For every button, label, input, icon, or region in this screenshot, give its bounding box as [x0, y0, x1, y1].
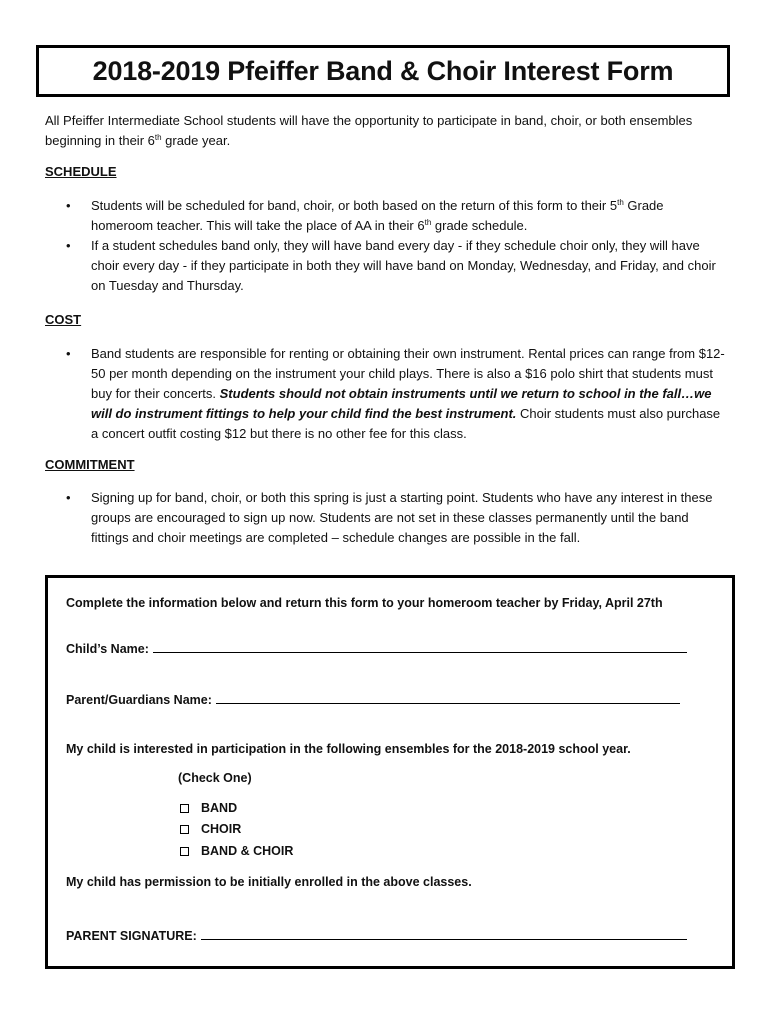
intro-text: All Pfeiffer Intermediate School students will have the opportunity to participate in band, choir, or both ensembles beginning in their 6 [45, 113, 693, 148]
bullet-icon: • [66, 198, 71, 213]
schedule-bullet-2: If a student schedules band only, they will have band every day - if they schedule choir only, they will have choir every day - if they participate in both they will have band on Monday, Wednesday, and Friday, and choir on Tuesday and Thursday. [91, 238, 716, 293]
option-label: BAND & CHOIR [201, 844, 294, 858]
form-instruction: Complete the information below and return this form to your homeroom teacher by Friday, April 27th [66, 596, 663, 610]
intro-text-end: grade year. [161, 133, 231, 148]
option-band-and-choir[interactable] [180, 844, 293, 858]
checkbox-icon[interactable] [180, 847, 189, 856]
bullet-icon: • [66, 238, 71, 253]
cost-list [66, 344, 726, 444]
signature-row [66, 926, 687, 943]
check-one-label: (Check One) [178, 771, 252, 785]
intro-sup: th [154, 133, 162, 142]
signup-form-box [45, 575, 735, 969]
signature-field[interactable] [201, 926, 687, 940]
list-item [66, 236, 726, 296]
schedule-bullet-1: Students will be scheduled for band, choir, or both based on the return of this form to their 5th Grade homeroom teacher. This will take the place of AA in their 6th grade schedule. [91, 198, 664, 233]
interest-statement: My child is interested in participation in the following ensembles for the 2018-2019 school year. [66, 742, 631, 756]
parent-name-field[interactable] [216, 690, 680, 704]
page-title: 2018-2019 Pfeiffer Band & Choir Interest Form [92, 55, 674, 86]
schedule-list [66, 196, 726, 296]
child-name-row [66, 639, 687, 656]
commitment-heading: COMMITMENT [45, 457, 135, 472]
list-item [66, 196, 726, 236]
signature-label: PARENT SIGNATURE: [66, 929, 197, 943]
child-name-field[interactable] [153, 639, 687, 653]
bullet-icon: • [66, 346, 71, 361]
checkbox-icon[interactable] [180, 804, 189, 813]
cost-emphasis: Students should not obtain instruments until we return to school in the fall…we will do instrument fittings to help your child find the best instrument. [91, 386, 712, 421]
option-choir[interactable] [180, 822, 241, 836]
checkbox-icon[interactable] [180, 825, 189, 834]
bullet-icon: • [66, 490, 71, 505]
child-name-label: Child’s Name: [66, 642, 149, 656]
parent-name-label: Parent/Guardians Name: [66, 693, 212, 707]
list-item [66, 488, 726, 548]
option-band[interactable] [180, 801, 237, 815]
cost-bullet-1: Band students are responsible for renting or obtaining their own instrument. Rental prices can range from $12-50 per month depending on the instrument your child plays. There is also a $16 polo shirt that students must buy for their concerts. Students should not obtain instruments until we return to school in the fall…we will do instrument fittings to help your child find the best instrument. Choir students must also purchase a concert outfit costing $12 but there is no other fee for this class. [91, 346, 725, 441]
commitment-list [66, 488, 726, 548]
commitment-bullet-1: Signing up for band, choir, or both this spring is just a starting point. Students who have any interest in these groups are encouraged to sign up now. Students are not set in these classes permanently until the band fittings and choir meetings are completed – schedule changes are possible in the fall. [91, 490, 713, 545]
list-item [66, 344, 726, 444]
intro-paragraph [45, 111, 705, 151]
parent-name-row [66, 690, 680, 707]
schedule-heading: SCHEDULE [45, 164, 117, 179]
option-label: CHOIR [201, 822, 242, 836]
permission-statement: My child has permission to be initially enrolled in the above classes. [66, 875, 472, 889]
cost-heading: COST [45, 312, 82, 327]
title-box [36, 45, 730, 97]
option-label: BAND [201, 801, 238, 815]
